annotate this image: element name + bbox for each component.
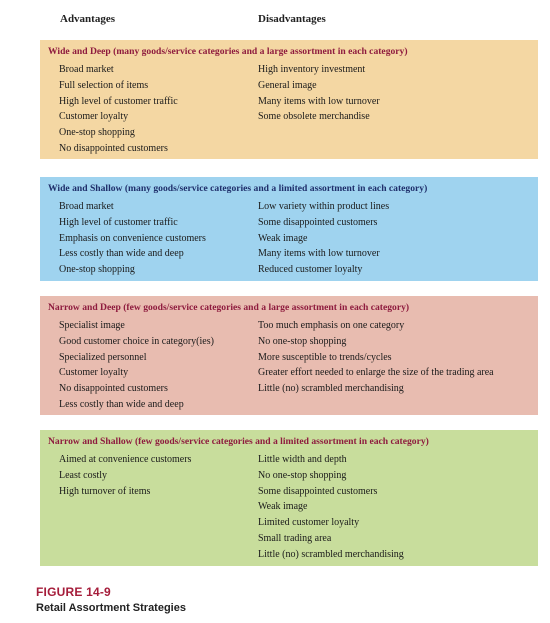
disadvantages-list [258,62,380,125]
list-item: No disappointed customers [59,142,168,154]
list-item: High turnover of items [59,485,151,497]
list-item: Reduced customer loyalty [258,264,363,276]
list-item: Many items with low turnover [258,248,380,260]
list-item: Little (no) scrambled merchandising [258,383,404,395]
list-item: Customer loyalty [59,111,129,123]
list-item: High level of customer traffic [59,95,178,107]
list-item: Some obsolete merchandise [258,111,370,123]
list-item: Greater effort needed to enlarge the size of the trading area [258,367,494,379]
list-item: Limited customer loyalty [258,517,360,529]
list-item: Low variety within product lines [258,201,390,212]
list-item: Least costly [59,469,108,481]
list-item: Specialized personnel [59,351,147,363]
advantages-column-header: Advantages [60,13,116,25]
list-item: Full selection of items [59,79,149,91]
advantages-list [59,452,191,499]
list-item: High inventory investment [258,64,366,75]
disadvantages-list [258,318,494,397]
panel-title: Wide and Shallow (many goods/service categories and a limited assortment in each category) [48,183,428,194]
panel-title: Narrow and Deep (few goods/service categories and a large assortment in each category) [48,302,410,313]
list-item: General image [258,79,317,91]
list-item: Emphasis on convenience customers [59,232,206,244]
figure-caption: Retail Assortment Strategies [36,602,186,614]
disadvantages-list [258,452,404,563]
list-item: Specialist image [59,320,125,331]
list-item: Less costly than wide and deep [59,248,184,260]
list-item: More susceptible to trends/cycles [258,351,392,363]
list-item: Too much emphasis on one category [258,320,405,331]
list-item: Broad market [59,64,114,75]
list-item: Small trading area [258,532,332,544]
list-item: No disappointed customers [59,383,168,395]
list-item: Some disappointed customers [258,485,378,497]
list-item: One-stop shopping [59,264,135,276]
list-item: Good customer choice in category(ies) [59,335,214,347]
panel-wide-and-shallow [40,177,538,281]
list-item: One-stop shopping [59,127,135,139]
list-item: Weak image [258,501,308,513]
list-item: Less costly than wide and deep [59,398,184,410]
panel-wide-and-deep [40,40,538,159]
list-item: Little width and depth [258,454,347,465]
disadvantages-list [258,199,389,278]
advantages-list [59,62,178,157]
list-item: Little (no) scrambled merchandising [258,548,404,560]
panel-title: Wide and Deep (many goods/service categories and a large assortment in each category) [48,46,408,57]
list-item: Many items with low turnover [258,95,380,107]
disadvantages-column-header: Disadvantages [258,13,326,25]
list-item: Aimed at convenience customers [59,454,192,465]
list-item: Some disappointed customers [258,216,378,228]
list-item: No one-stop shopping [258,335,347,347]
figure-label: FIGURE 14-9 [36,585,111,599]
advantages-list [59,199,206,278]
list-item: High level of customer traffic [59,216,178,228]
advantages-list [59,318,214,413]
list-item: No one-stop shopping [258,469,347,481]
panel-narrow-and-deep [40,296,538,415]
list-item: Weak image [258,232,308,244]
panel-narrow-and-shallow [40,430,538,566]
list-item: Broad market [59,201,114,212]
list-item: Customer loyalty [59,367,129,379]
panel-title: Narrow and Shallow (few goods/service categories and a limited assortment in each category) [48,436,429,447]
